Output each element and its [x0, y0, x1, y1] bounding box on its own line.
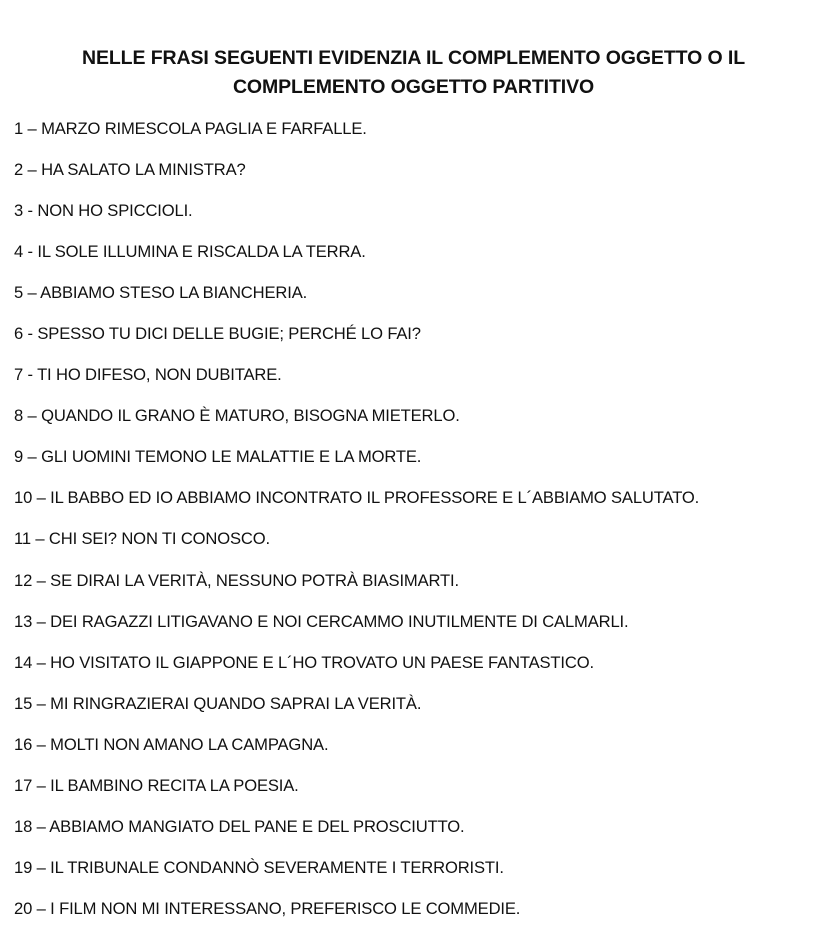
title-line-2: COMPLEMENTO OGGETTO PARTITIVO	[232, 76, 595, 98]
exercise-list	[14, 117, 827, 938]
exercise-item-19: 19 – IL TRIBUNALE CONDANNÒ SEVERAMENTE I TERRORISTI.	[14, 857, 504, 877]
exercise-item-16: 16 – MOLTI NON AMANO LA CAMPAGNA.	[14, 734, 329, 754]
exercise-item-15: 15 – MI RINGRAZIERAI QUANDO SAPRAI LA VERITÀ.	[14, 693, 422, 713]
exercise-item-7: 7 - TI HO DIFESO, NON DUBITARE.	[14, 365, 282, 385]
exercise-item-12: 12 – SE DIRAI LA VERITÀ, NESSUNO POTRÀ BIASIMARTI.	[14, 570, 459, 590]
exercise-item-8: 8 – QUANDO IL GRANO È MATURO, BISOGNA MIETERLO.	[14, 406, 460, 426]
exercise-item-2: 2 – HA SALATO LA MINISTRA?	[14, 160, 246, 180]
exercise-item-18: 18 – ABBIAMO MANGIATO DEL PANE E DEL PROSCIUTTO.	[14, 816, 465, 836]
exercise-item-20: 20 – I FILM NON MI INTERESSANO, PREFERISCO LE COMMEDIE.	[14, 898, 521, 918]
exercise-item-9: 9 – GLI UOMINI TEMONO LE MALATTIE E LA MORTE.	[14, 447, 422, 467]
exercise-item-6: 6 - SPESSO TU DICI DELLE BUGIE; PERCHÉ LO FAI?	[14, 324, 421, 344]
exercise-item-13: 13 – DEI RAGAZZI LITIGAVANO E NOI CERCAMMO INUTILMENTE DI CALMARLI.	[14, 611, 629, 631]
page-title	[0, 44, 827, 102]
exercise-item-17: 17 – IL BAMBINO RECITA LA POESIA.	[14, 775, 299, 795]
exercise-item-5: 5 – ABBIAMO STESO LA BIANCHERIA.	[14, 283, 308, 303]
exercise-item-3: 3 - NON HO SPICCIOLI.	[14, 201, 193, 221]
exercise-item-1: 1 – MARZO RIMESCOLA PAGLIA E FARFALLE.	[14, 119, 367, 138]
exercise-item-14: 14 – HO VISITATO IL GIAPPONE E L´HO TROVATO UN PAESE FANTASTICO.	[14, 652, 594, 672]
title-line-1: NELLE FRASI SEGUENTI EVIDENZIA IL COMPLEMENTO OGGETTO O IL	[81, 47, 746, 69]
exercise-item-10: 10 – IL BABBO ED IO ABBIAMO INCONTRATO IL PROFESSORE E L´ABBIAMO SALUTATO.	[14, 488, 700, 508]
exercise-item-4: 4 - IL SOLE ILLUMINA E RISCALDA LA TERRA.	[14, 242, 366, 262]
exercise-item-11: 11 – CHI SEI? NON TI CONOSCO.	[14, 529, 270, 549]
